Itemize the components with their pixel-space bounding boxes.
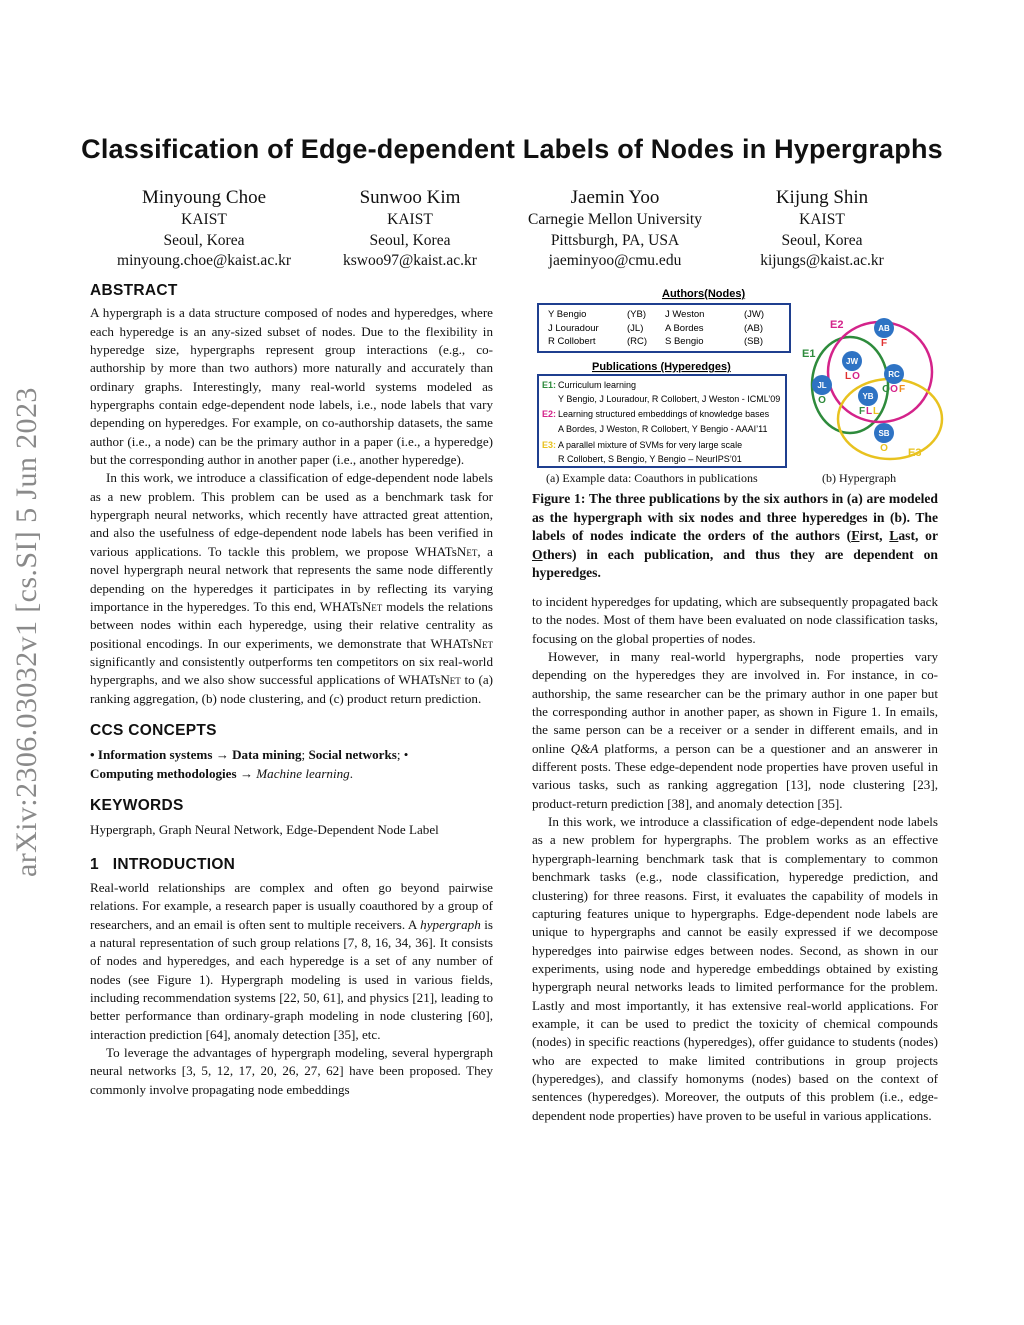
node-label: O (890, 384, 898, 395)
node-label: O (880, 443, 888, 454)
node-id: AB (878, 324, 890, 333)
node-id: SB (878, 429, 890, 438)
ccs-term: Data mining (232, 747, 302, 763)
pubs-list (542, 380, 780, 464)
author-location: Seoul, Korea (163, 231, 245, 249)
ccs-term: Computing methodologies (90, 765, 237, 781)
author-block-3 (505, 186, 725, 272)
author-name: Minyoung Choe (141, 187, 267, 208)
hypergraph (802, 318, 942, 459)
abstract-paragraph-2: In this work, we introduce a classification of edge-dependent node labels as a new problem. This problem can be used as a benchmark task for hypergraph neural networks, which recently have attracted great attention, and also the usefulness of edge-dependent node labels has been verified in various applications. To tackle this problem, we propose WHATsNet, a novel hypergraph neural network that represents the same node differently depending on the hyperedges it participates in by reflecting its varying importance in the hyperedges. To this end, WHATsNet models the relations between nodes within each hyperedge, using their relative centrality as positional encodings. In our experiments, we demonstrate that WHATsNet significantly and consistently outperforms ten competitors on six real-world hypergraphs, and we also show successful applications of WHATsNet to (a) ranking aggregation, (b) node clustering, and (c) product return prediction. (90, 470, 493, 706)
author-email: kijungs@kaist.ac.kr (760, 252, 884, 269)
node-id: RC (888, 370, 900, 379)
node-label: O (882, 384, 890, 395)
ccs-term: Machine learning (256, 765, 350, 781)
ccs-arrow: → (212, 747, 233, 763)
authors-box-title: Authors(Nodes) (662, 288, 746, 300)
pub-tag: E1: (542, 380, 557, 390)
author-cell: S Bengio (665, 336, 704, 347)
author-block-4 (722, 186, 922, 272)
author-cell: R Collobert (548, 336, 596, 347)
author-location: Seoul, Korea (369, 231, 451, 249)
node-label: F (880, 338, 888, 349)
ccs-sep: ; • (396, 747, 409, 763)
pub-authors: R Collobert, S Bengio, Y Bengio – NeurIPS’01 (558, 454, 742, 464)
intro-paragraph-2: To leverage the advantages of hypergraph modeling, several hypergraph neural networks [3, 5, 12, 17, 20, 26, 27, 62] have been proposed. They commonly involve propagating node embeddings (90, 1045, 493, 1097)
author-name: Kijung Shin (775, 187, 869, 208)
abstract-paragraph-1: A hypergraph is a data structure composed of nodes and hyperedges, where each hyperedge is an any-sized subset of nodes. Due to the flexibility in hyperedge size, hypergraphs represent group interactions (e.g., co-authorship by more than two authors) more naturally and accurately than ordinary graphs. Interestingly, many real-world systems modeled as hypergraphs contain edge-dependent node labels, i.e., node labels that vary depending on hyperedges. For example, on co-authorship datasets, the same author (i.e., a node) can be the primary author in a paper (i.e., a hyperedge) but the corresponding author in another paper (i.e., another hyperedge). (90, 305, 493, 468)
author-email: kswoo97@kaist.ac.kr (343, 252, 477, 269)
author-cell: (JL) (627, 323, 644, 334)
author-location: Pittsburgh, PA, USA (550, 231, 680, 249)
pub-title: Curriculum learning (558, 380, 637, 390)
pubs-box-title: Publications (Hyperedges) (592, 361, 731, 373)
edge-label: E2 (830, 319, 844, 331)
authors-table (548, 309, 764, 347)
left-column (90, 282, 493, 1099)
figure-1 (530, 284, 950, 488)
pub-authors: A Bordes, J Weston, R Collobert, Y Bengio - AAAI’11 (558, 424, 768, 434)
intro-heading: 1 INTRODUCTION (90, 855, 236, 873)
node-label: O (818, 395, 826, 406)
author-cell: J Weston (665, 309, 705, 320)
right-paragraph-2: However, in many real-world hypergraphs, node properties vary depending on the hyperedges they are involved in. For instance, in co-authorship, the same researcher can be the primary author in one paper but the corresponding author in another paper, as shown in Figure 1. In emails, the same person can be a receiver or a sender in different emails, and in online Q&A platforms, a person can be a questioner and an answerer in different posts. These edge-dependent node properties have proven useful in various tasks, such as ranking aggregation [13], node clustering [23], product-return prediction [38], and anomaly detection [35]. (532, 649, 938, 811)
author-cell: (RC) (627, 336, 648, 347)
pub-tag: E2: (542, 409, 557, 419)
edge-label: E3 (908, 447, 922, 459)
pub-title: A parallel mixture of SVMs for very large scale (558, 440, 743, 450)
ccs-arrow: → (236, 765, 257, 781)
ccs-heading: CCS CONCEPTS (90, 721, 217, 739)
author-block-1 (104, 186, 304, 272)
node-label: L (872, 406, 880, 417)
pub-authors: Y Bengio, J Louradour, R Collobert, J Weston - ICML’09 (558, 394, 781, 404)
keywords-text: Hypergraph, Graph Neural Network, Edge-Dependent Node Label (90, 822, 439, 838)
author-name: Jaemin Yoo (570, 187, 660, 208)
author-affiliation: KAIST (387, 211, 433, 228)
right-paragraph-3: In this work, we introduce a classification of edge-dependent node labels as a new problem for hypergraphs. The problem works as an effective hypergraph-learning benchmark task that is complementary to common benchmark tasks (e.g., node classification, hyperedge prediction, and clustering) for three reasons. First, it evaluates the capability of models in capturing features unique to hypergraphs. Edge-dependent node labels are unique to hypergraphs and cannot be easily expressed if we decompose hyperedges into pairwise edges between nodes. Second, as shown in our experiments, using node and hyperedge embeddings obtained by existing hypergraph neural networks leads to limited performance for the problem. Lastly and most importantly, it has extensive real-world applications. For example, it can be used to predict the toxicity of chemical compounds (nodes) in specific reactions (hyperedges), offer guidance to students (nodes) who are expected to make limited contributions in group projects (hyperedges), and classify homonyms (nodes) based on the context of sentences (hyperedges). Moreover, the outputs of this problem (i.e., edge-dependent node properties) have proven to be useful in various applications. (532, 814, 938, 1123)
node-label: L (865, 406, 873, 417)
figure-caption: Figure 1: The three publications by the six authors in (a) are modeled as the hypergraph with six nodes and three hyperedges in (b). The labels of nodes indicate the orders of the authors (First, Last, or Others) in each publication, and thus they are dependent on hyperedges. (532, 491, 938, 581)
figure-subcaption-b: (b) Hypergraph (822, 471, 897, 485)
author-cell: Y Bengio (548, 309, 587, 320)
author-cell: (JW) (744, 309, 765, 320)
ccs-term: Social networks (308, 747, 397, 763)
abstract-heading: ABSTRACT (90, 282, 178, 299)
node-label: F (898, 384, 906, 395)
author-affiliation: KAIST (181, 211, 227, 228)
node-label: O (852, 371, 860, 382)
node-label: L (844, 371, 852, 382)
author-affiliation: Carnegie Mellon University (528, 211, 702, 228)
node-id: YB (862, 392, 874, 401)
figure-subcaption-a: (a) Example data: Coauthors in publications (546, 471, 758, 485)
paper-title: Classification of Edge-dependent Labels of Nodes in Hypergraphs (81, 134, 943, 164)
author-cell: A Bordes (665, 323, 704, 334)
node-id: JL (817, 381, 827, 390)
author-affiliation: KAIST (799, 211, 845, 228)
author-cell: (AB) (744, 323, 763, 334)
right-column (532, 593, 938, 1125)
pub-title: Learning structured embeddings of knowledge bases (558, 409, 770, 419)
author-email: minyoung.choe@kaist.ac.kr (117, 252, 291, 269)
author-location: Seoul, Korea (781, 231, 863, 249)
edge-label: E1 (802, 348, 816, 360)
keywords-heading: KEYWORDS (90, 796, 184, 814)
author-cell: (YB) (627, 309, 646, 320)
author-block-2 (310, 186, 510, 272)
author-email: jaeminyoo@cmu.edu (548, 252, 682, 269)
pub-tag: E3: (542, 440, 557, 450)
arxiv-stamp: arXiv:2306.03032v1 [cs.SI] 5 Jun 2023 (10, 387, 43, 877)
ccs-concepts (90, 746, 493, 783)
ccs-term: • Information systems (90, 747, 213, 763)
ccs-sep: ; (301, 747, 309, 763)
right-paragraph-1: to incident hyperedges for updating, which are subsequently propagated back to the nodes. Most of them have been evaluated on node classification tasks, focusing on the global properties of nodes. (532, 594, 938, 646)
author-cell: J Louradour (548, 323, 599, 334)
node-id: JW (846, 357, 858, 366)
ccs-sep: . (349, 765, 353, 781)
intro-paragraph-1: Real-world relationships are complex and often go beyond pairwise relations. For example, a research paper is usually coauthored by a group of researchers, and an email is often sent to multiple receivers. A hypergraph is a natural representation of such group relations [7, 8, 16, 34, 36]. It consists of nodes and hyperedges, and each hyperedge is a set of any number of nodes (see Figure 1). Hypergraph modeling is used in various fields, including recommendation systems [22, 50, 61], and physics [21], leading to better performance than ordinary-graph modeling in node clustering [60], interaction prediction [64], anomaly detection [35], etc. (90, 879, 494, 1042)
author-cell: (SB) (744, 336, 763, 347)
node-label: F (858, 406, 866, 417)
author-name: Sunwoo Kim (359, 187, 461, 208)
